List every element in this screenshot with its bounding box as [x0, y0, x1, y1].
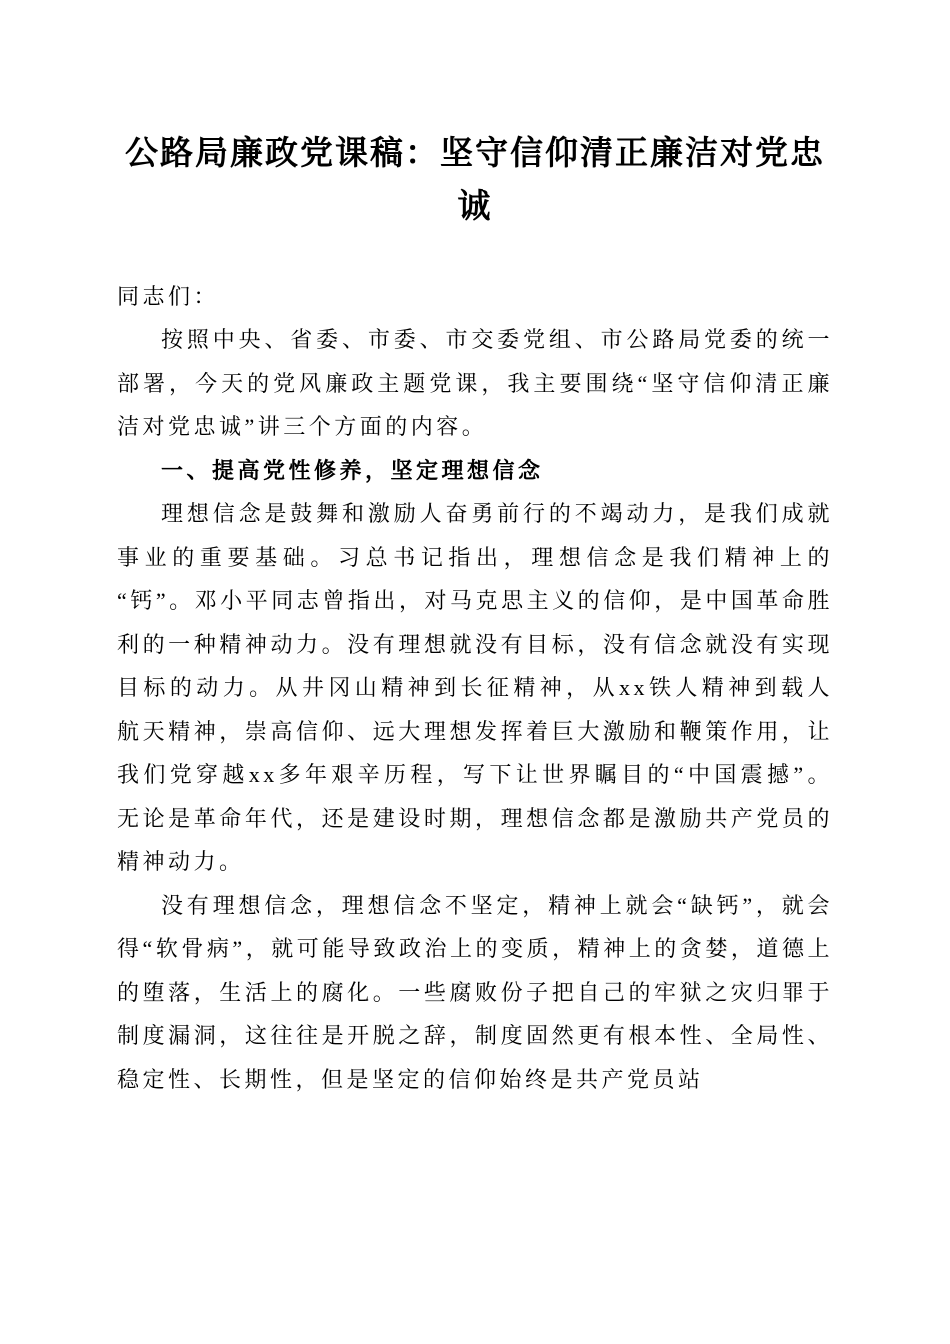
body-paragraph-2: 没有理想信念，理想信念不坚定，精神上就会“缺钙”，就会得“软骨病”，就可能导致政治上的变质，精神上的贪婪，道德上的堕落，生活上的腐化。一些腐败份子把自己的牢狱之灾归罪于制度漏洞，这往往是开脱之辞，制度固然更有根本性、全局性、稳定性、长期性，但是坚定的信仰始终是共产党员站 [117, 892, 833, 1092]
section-heading-1: 一、提高党性修养，坚定理想信念 [161, 457, 544, 483]
intro-paragraph: 按照中央、省委、市委、市交委党组、市公路局党委的统一部署，今天的党风廉政主题党课，我主要围绕“坚守信仰清正廉洁对党忠诚”讲三个方面的内容。 [117, 327, 833, 440]
body-paragraph-1: 理想信念是鼓舞和激励人奋勇前行的不竭动力，是我们成就事业的重要基础。习总书记指出，理想信念是我们精神上的“钙”。邓小平同志曾指出，对马克思主义的信仰，是中国革命胜利的一种精神动力。没有理想就没有目标，没有信念就没有实现目标的动力。从井冈山精神到长征精神，从xx铁人精神到载人航天精神，崇高信仰、远大理想发挥着巨大激励和鞭策作用，让我们党穿越xx多年艰辛历程，写下让世界瞩目的“中国震撼”。无论是革命年代，还是建设时期，理想信念都是激励共产党员的精神动力。 [117, 501, 833, 875]
document-body [117, 275, 833, 1102]
salutation-line: 同志们： [117, 283, 220, 309]
document-title: 公路局廉政党课稿：坚守信仰清正廉洁对党忠诚 [125, 134, 825, 224]
